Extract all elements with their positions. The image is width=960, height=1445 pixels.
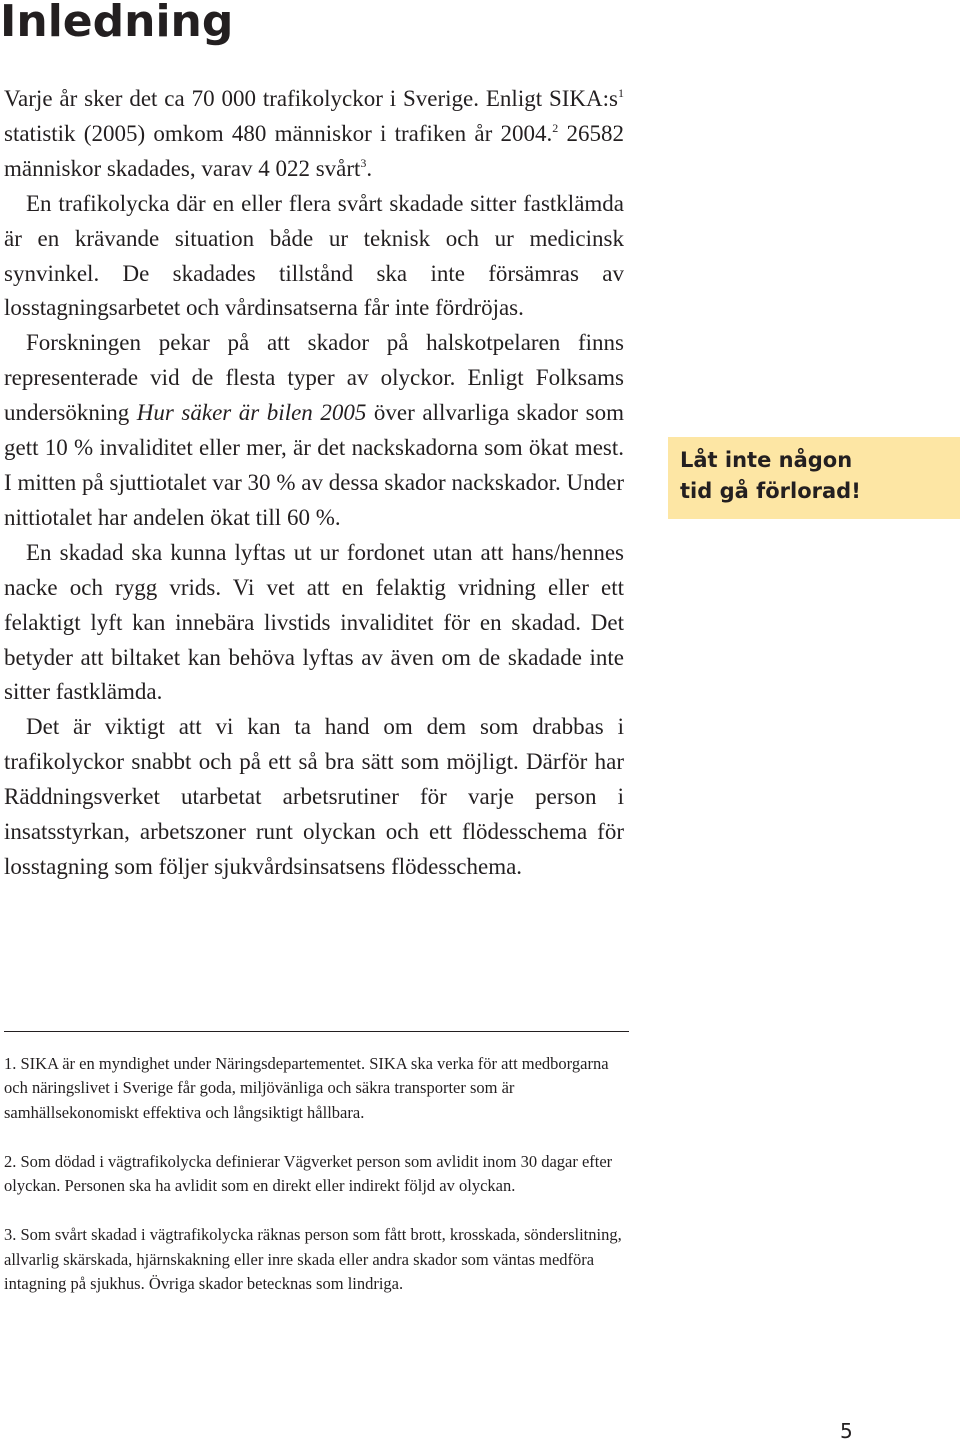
footnote-ref-1: 1	[618, 86, 624, 100]
callout-box	[668, 437, 960, 519]
paragraph-3-part-b: över allvarliga skador som gett 10 % invaliditet eller mer, är det nackskadorna som ökat mest. I mitten på sjuttiotalet var 30 % av dessa skador nackskador. Under nittiotalet har andelen ökat till 60 %.	[4, 400, 624, 530]
callout-line-1: Låt inte någon	[680, 448, 853, 472]
page-heading: Inledning	[0, 0, 234, 47]
footnote-divider	[4, 1031, 629, 1032]
callout-line-2: tid gå förlorad!	[680, 479, 861, 503]
paragraph-1-part-b: statistik (2005) omkom 480 människor i trafiken år 2004.	[4, 120, 553, 146]
page-number: 5	[840, 1419, 853, 1443]
report-title-italic: Hur säker är bilen 2005	[136, 400, 367, 426]
footnote-3: 3. Som svårt skadad i vägtrafikolycka räknas person som fått brott, krosskada, sönderslitning, allvarlig skärskada, hjärnskakning eller inre skada eller andra skador som väntas medföra intagning på sjukhus. Övriga skador betecknas som lindriga.	[4, 1225, 622, 1294]
paragraph-3-part-a: Forskningen pekar på att skador på halskotpelaren finns representerade vid de flesta typer av olyckor. Enligt Folksams undersökning	[4, 330, 624, 426]
paragraph-1-part-c: 26582 människor skadades, varav 4 022 svårt	[4, 120, 625, 181]
footnote-ref-2: 2	[552, 120, 559, 135]
paragraph-4: En skadad ska kunna lyftas ut ur fordonet utan att hans/hennes nacke och rygg vrids. Vi vet att en felaktig vridning eller ett felaktigt lyft kan innebära livstids invaliditet för en skadad. Det betyder att biltaket kan behöva lyftas av även om de skadade inte sitter fastklämda.	[4, 539, 624, 705]
paragraph-3	[4, 326, 624, 535]
body-text	[4, 82, 624, 885]
paragraph-1-part-d: .	[366, 155, 373, 181]
paragraph-2: En trafikolycka där en eller flera svårt skadade sitter fastklämda är en krävande situation både ur teknisk och ur medicinsk synvinkel. De skadades tillstånd ska inte försämras av losstagningsarbetet och vårdinsatserna får inte fördröjas.	[4, 190, 624, 321]
paragraph-5: Det är viktigt att vi kan ta hand om dem som drabbas i trafikolyckor snabbt och på ett så bra sätt som möjligt. Därför har Räddningsverket utarbetat arbetsrutiner för varje person i insatsstyrkan, arbetszoner runt olyckan och ett flödesschema för losstagning som följer sjukvårdsinsatsens flödesschema.	[4, 714, 624, 879]
footnote-2: 2. Som dödad i vägtrafikolycka definierar Vägverket person som avlidit inom 30 dagar efter olyckan. Personen ska ha avlidit som en direkt eller indirekt följd av olyckan.	[4, 1151, 613, 1196]
paragraph-1-part-a: Varje år sker det ca 70 000 trafikolyckor i Sverige. Enligt SIKA:s	[4, 86, 618, 111]
footnotes	[4, 1052, 629, 1321]
footnote-ref-3: 3	[360, 155, 367, 170]
paragraph-1	[4, 82, 624, 187]
footnote-1: 1. SIKA är en myndighet under Näringsdepartementet. SIKA ska verka för att medborgarna och näringslivet i Sverige får goda, miljövänliga och säkra transporter som är samhällsekonomiskt effektiva och långsiktigt hållbara.	[4, 1054, 609, 1122]
